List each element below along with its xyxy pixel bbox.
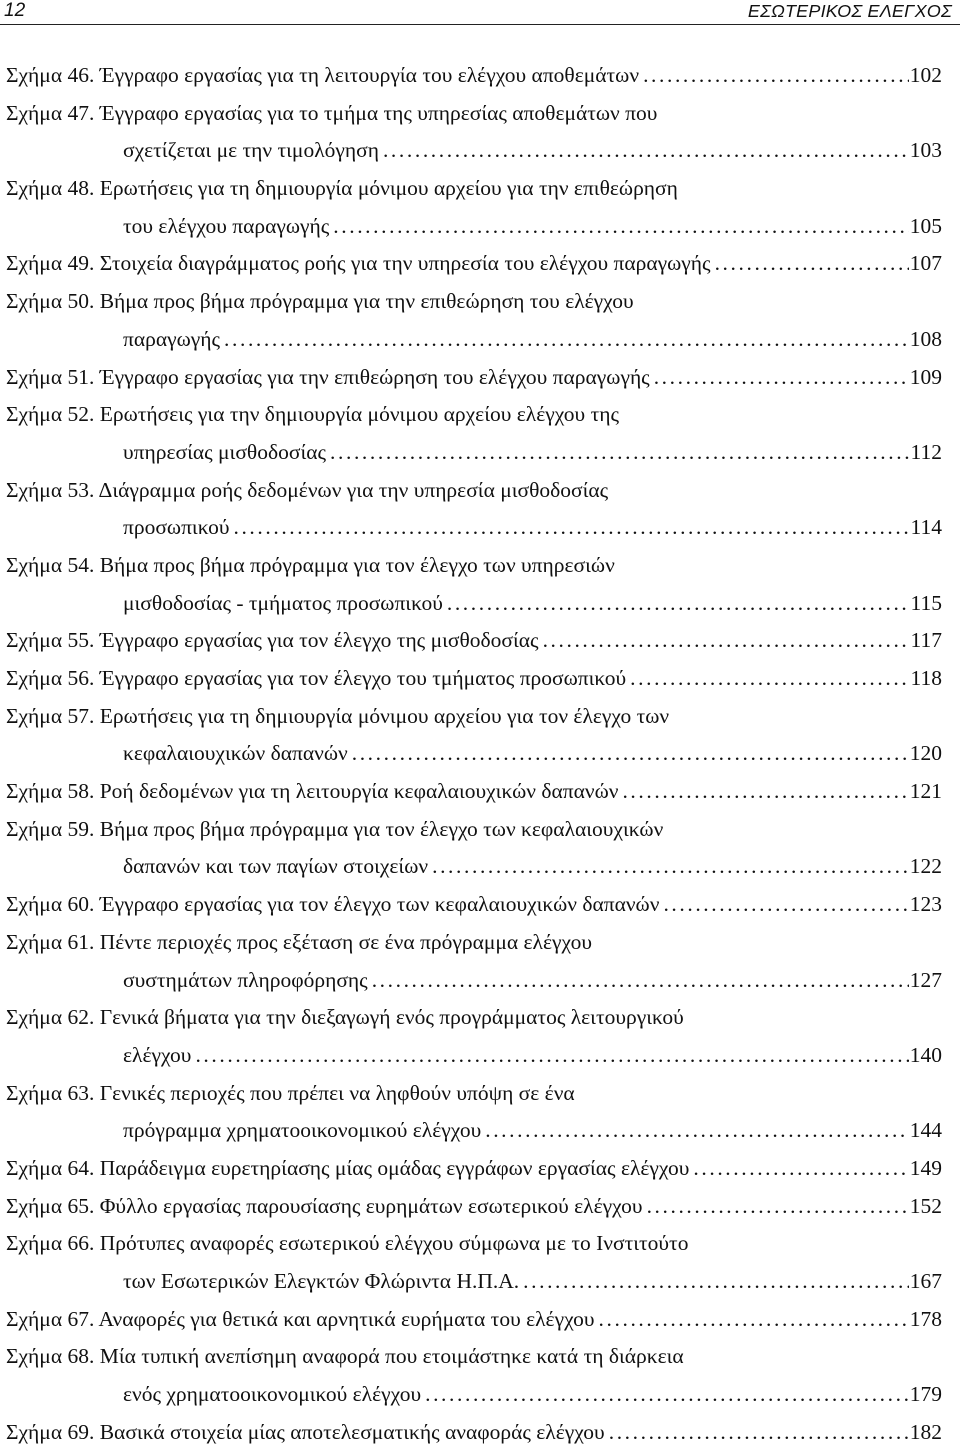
toc-entry[interactable] (6, 1075, 942, 1150)
dot-leader (368, 962, 909, 1000)
entry-line-body (6, 1301, 909, 1339)
figure-caption: Έγγραφο εργασίας για την επιθεώρηση του ελέγχου παραγωγής (99, 364, 650, 389)
dot-leader (519, 1263, 909, 1301)
entry-text (123, 509, 229, 547)
entry-line-body (6, 396, 942, 434)
entry-first-line (6, 1075, 942, 1113)
entry-continuation-line (6, 1037, 942, 1075)
dot-leader (618, 773, 908, 811)
dot-leader (348, 735, 909, 773)
figure-label: Σχήμα 60. (6, 892, 95, 917)
toc-entry[interactable] (6, 359, 942, 397)
figure-label: Σχήμα 64. (6, 1155, 95, 1180)
entry-line-body (123, 1263, 909, 1301)
entry-continuation-line (6, 321, 942, 359)
dot-leader (191, 1037, 908, 1075)
figure-caption: Βήμα προς βήμα πρόγραμμα για τον έλεγχο των υπηρεσιών (99, 552, 615, 577)
toc-entry[interactable] (6, 245, 942, 283)
entry-line-body (6, 1150, 909, 1188)
entry-first-line (6, 1338, 942, 1376)
figure-label: Σχήμα 68. (6, 1344, 95, 1369)
entry-text (6, 886, 659, 924)
page-ref[interactable]: 109 (909, 364, 942, 389)
toc-entry[interactable] (6, 924, 942, 999)
entry-line-body (123, 848, 909, 886)
entry-line-body (6, 1414, 909, 1451)
entry-line-body (6, 1338, 942, 1376)
dot-leader (481, 1112, 909, 1150)
entry-first-line (6, 170, 942, 208)
toc-entry[interactable] (6, 1188, 942, 1226)
entry-first-line (6, 1414, 942, 1451)
figure-caption: Ροή δεδομένων για τη λειτουργία κεφαλαιουχικών δαπανών (99, 779, 619, 804)
entry-text (123, 208, 329, 246)
figure-caption: Βήμα προς βήμα πρόγραμμα για την επιθεώρηση του ελέγχου (99, 289, 634, 314)
entry-first-line (6, 1150, 942, 1188)
entry-text (6, 924, 592, 962)
entry-line-body (123, 321, 909, 359)
figure-caption: Βήμα προς βήμα πρόγραμμα για τον έλεγχο των κεφαλαιουχικών (99, 816, 664, 841)
page-ref[interactable]: 140 (909, 1042, 942, 1067)
entry-continuation-line (6, 848, 942, 886)
page-ref[interactable]: 152 (909, 1193, 942, 1218)
entry-line-body (6, 57, 909, 95)
toc-entry[interactable] (6, 547, 942, 622)
entry-line-body (6, 1188, 909, 1226)
figure-caption: Έγγραφο εργασίας για το τμήμα της υπηρεσίας αποθεμάτων που (99, 100, 658, 125)
entry-continuation-line (6, 1263, 942, 1301)
entry-first-line (6, 396, 942, 434)
dot-leader (595, 1301, 909, 1339)
figure-label: Σχήμα 47. (6, 100, 95, 125)
figure-caption: Έγγραφο εργασίας για τον έλεγχο των κεφαλαιουχικών δαπανών (99, 892, 660, 917)
entry-text (6, 396, 619, 434)
entry-line-body (6, 811, 942, 849)
entry-text (123, 1263, 519, 1301)
entry-line-body (123, 1112, 909, 1150)
page-ref[interactable]: 149 (909, 1155, 942, 1180)
figure-caption: Φύλλο εργασίας παρουσίασης ευρημάτων εσωτερικού ελέγχου (99, 1193, 643, 1218)
figure-caption: Μία τυπική ανεπίσημη αναφορά που ετοιμάστηκε κατά τη διάρκεια (99, 1344, 684, 1369)
dot-leader (421, 1376, 909, 1414)
page-ref[interactable]: 108 (909, 326, 942, 351)
figure-caption: των Εσωτερικών Ελεγκτών Φλώριντα Η.Π.Α. (123, 1269, 520, 1293)
toc-entry[interactable] (6, 886, 942, 924)
toc-entry[interactable] (6, 170, 942, 245)
entry-continuation-line (6, 735, 942, 773)
figure-caption: Στοιχεία διαγράμματος ροής για την υπηρεσία του ελέγχου παραγωγής (99, 251, 711, 276)
entry-first-line (6, 811, 942, 849)
toc-entry[interactable] (6, 999, 942, 1074)
figure-label: Σχήμα 56. (6, 666, 95, 690)
figure-caption: συστημάτων πληροφόρησης (123, 967, 368, 992)
entry-text (6, 547, 615, 585)
entry-first-line (6, 660, 942, 698)
entry-text (6, 1188, 643, 1226)
entry-line-body (6, 170, 942, 208)
entry-continuation-line (6, 132, 942, 170)
figure-label: Σχήμα 46. (6, 63, 95, 87)
figure-caption: δαπανών και των παγίων στοιχείων (123, 854, 429, 879)
entry-text (6, 170, 678, 208)
toc-entry[interactable] (6, 1414, 942, 1451)
entry-line-body (123, 735, 909, 773)
dot-leader (711, 245, 909, 283)
page-ref[interactable]: 103 (909, 138, 942, 163)
entry-continuation-line (6, 208, 942, 246)
toc-entry[interactable] (6, 57, 942, 95)
page-ref[interactable]: 167 (909, 1269, 942, 1293)
page-ref[interactable]: 178 (909, 1306, 942, 1331)
entry-text (123, 1112, 481, 1150)
entry-line-body (6, 999, 942, 1037)
page-ref[interactable]: 179 (909, 1382, 942, 1407)
figure-caption: Έγγραφο εργασίας για τον έλεγχο της μισθοδοσίας (99, 628, 539, 653)
figure-label: Σχήμα 67. (6, 1306, 95, 1331)
dot-leader (689, 1150, 908, 1188)
entry-line-body (6, 773, 909, 811)
entry-line-body (6, 1075, 942, 1113)
entry-line-body (123, 132, 909, 170)
figure-caption: Παράδειγμα ευρετηρίασης μίας ομάδας εγγράφων εργασίας ελέγχου (99, 1155, 690, 1180)
page-ref[interactable]: 105 (909, 213, 942, 238)
entry-text (6, 359, 650, 397)
page-ref[interactable]: 122 (909, 854, 942, 879)
entry-text (6, 811, 663, 849)
list-of-figures (6, 57, 942, 1451)
entry-first-line (6, 999, 942, 1037)
page-ref[interactable]: 107 (909, 251, 942, 276)
dot-leader (539, 622, 910, 660)
figure-caption: κεφαλαιουχικών δαπανών (123, 741, 348, 766)
figure-caption: παραγωγής (123, 326, 221, 351)
entry-text (123, 848, 428, 886)
toc-entry[interactable] (6, 811, 942, 886)
entry-text (6, 1301, 595, 1339)
entry-text (6, 660, 626, 698)
entry-text (6, 622, 539, 660)
figure-label: Σχήμα 48. (6, 176, 95, 201)
figure-caption: Έγγραφο εργασίας για τη λειτουργία του ελέγχου αποθεμάτων (99, 63, 640, 87)
entry-text (6, 698, 669, 736)
entry-text (123, 962, 368, 1000)
figure-caption: Βασικά στοιχεία μίας αποτελεσματικής αναφοράς ελέγχου (99, 1419, 605, 1444)
toc-entry[interactable] (6, 698, 942, 773)
entry-first-line (6, 57, 942, 95)
entry-first-line (6, 547, 942, 585)
figure-caption: Πρότυπες αναφορές εσωτερικού ελέγχου σύμφωνα με το Ινστιτούτο (99, 1231, 689, 1256)
dot-leader (443, 585, 910, 623)
dot-leader (329, 208, 908, 246)
dot-leader (379, 132, 909, 170)
figure-caption: Ερωτήσεις για τη δημιουργία μόνιμου αρχείου για την επιθεώρηση (99, 176, 678, 201)
toc-entry[interactable] (6, 396, 942, 471)
entry-first-line (6, 95, 942, 133)
page-ref[interactable]: 115 (910, 590, 942, 615)
entry-text (6, 472, 608, 510)
toc-entry[interactable] (6, 95, 942, 170)
figure-label: Σχήμα 65. (6, 1193, 95, 1218)
entry-first-line (6, 245, 942, 283)
entry-first-line (6, 1225, 942, 1263)
figure-label: Σχήμα 61. (6, 929, 95, 954)
page-ref[interactable]: 117 (910, 628, 942, 653)
entry-text (123, 1037, 191, 1075)
page-ref[interactable]: 127 (909, 967, 942, 992)
entry-first-line (6, 283, 942, 321)
dot-leader (626, 660, 909, 698)
entry-continuation-line (6, 1376, 942, 1414)
figure-label: Σχήμα 50. (6, 289, 95, 314)
entry-text (123, 585, 443, 623)
header-rule (0, 24, 960, 25)
entry-continuation-line (6, 962, 942, 1000)
entry-line-body (6, 698, 942, 736)
dot-leader (220, 321, 909, 359)
entry-text (6, 1338, 684, 1376)
entry-line-body (6, 95, 942, 133)
entry-line-body (6, 283, 942, 321)
entry-line-body (6, 886, 909, 924)
figure-caption: μισθοδοσίας - τμήματος προσωπικού (123, 590, 443, 615)
figure-caption: Πέντε περιοχές προς εξέταση σε ένα πρόγραμμα ελέγχου (99, 929, 592, 954)
toc-entry[interactable] (6, 660, 942, 698)
running-title: ΕΣΩΤΕΡΙΚΟΣ ΕΛΕΓΧΟΣ (747, 1, 952, 21)
figure-label: Σχήμα 57. (6, 703, 95, 728)
entry-text (6, 1150, 689, 1188)
entry-line-body (123, 434, 910, 472)
figure-label: Σχήμα 63. (6, 1080, 95, 1105)
figure-label: Σχήμα 69. (6, 1419, 95, 1444)
toc-entry[interactable] (6, 622, 942, 660)
figure-caption: Αναφορές για θετικά και αρνητικά ευρήματα του ελέγχου (98, 1306, 595, 1331)
figure-caption: σχετίζεται με την τιμολόγηση (123, 138, 379, 163)
entry-text (123, 321, 220, 359)
entry-continuation-line (6, 509, 942, 547)
entry-text (6, 1075, 575, 1113)
page-ref[interactable]: 120 (909, 741, 942, 766)
figure-caption: Έγγραφο εργασίας για τον έλεγχο του τμήματος προσωπικού (99, 666, 627, 690)
entry-text (6, 1225, 688, 1263)
entry-text (6, 999, 684, 1037)
entry-line-body (123, 962, 909, 1000)
entry-line-body (6, 660, 910, 698)
entry-first-line (6, 924, 942, 962)
figure-caption: υπηρεσίας μισθοδοσίας (123, 439, 327, 464)
figure-caption: Ερωτήσεις για τη δημιουργία μόνιμου αρχείου για τον έλεγχο των (99, 703, 670, 728)
dot-leader (659, 886, 908, 924)
dot-leader (643, 1188, 909, 1226)
entry-first-line (6, 622, 942, 660)
figure-caption: ενός χρηματοοικονομικού ελέγχου (123, 1382, 422, 1407)
entry-first-line (6, 472, 942, 510)
entry-first-line (6, 773, 942, 811)
entry-text (123, 735, 348, 773)
figure-label: Σχήμα 53. (6, 477, 95, 502)
entry-text (6, 245, 711, 283)
figure-label: Σχήμα 59. (6, 816, 95, 841)
page-header (0, 0, 960, 26)
dot-leader (639, 57, 909, 95)
dot-leader (605, 1414, 909, 1451)
entry-text (6, 283, 634, 321)
entry-continuation-line (6, 434, 942, 472)
page-ref[interactable]: 121 (909, 779, 942, 804)
entry-line-body (6, 245, 909, 283)
page-ref[interactable]: 102 (909, 63, 942, 87)
figure-label: Σχήμα 49. (6, 251, 95, 276)
figure-label: Σχήμα 51. (6, 364, 95, 389)
entry-line-body (6, 472, 942, 510)
entry-text (123, 132, 379, 170)
entry-line-body (6, 547, 942, 585)
entry-first-line (6, 1188, 942, 1226)
toc-entry[interactable] (6, 283, 942, 358)
entry-continuation-line (6, 585, 942, 623)
entry-first-line (6, 359, 942, 397)
figure-label: Σχήμα 55. (6, 628, 95, 653)
figure-label: Σχήμα 66. (6, 1231, 95, 1256)
entry-line-body (123, 1037, 909, 1075)
page-ref[interactable]: 118 (910, 666, 942, 690)
entry-text (6, 95, 657, 133)
entry-line-body (123, 1376, 909, 1414)
entry-line-body (6, 1225, 942, 1263)
entry-text (123, 434, 326, 472)
figure-caption: Διάγραμμα ροής δεδομένων για την υπηρεσία μισθοδοσίας (98, 477, 609, 502)
dot-leader (428, 848, 909, 886)
figure-label: Σχήμα 58. (6, 779, 95, 804)
page-ref[interactable]: 123 (909, 892, 942, 917)
toc-entry[interactable] (6, 1225, 942, 1300)
entry-line-body (123, 509, 910, 547)
entry-line-body (6, 924, 942, 962)
figure-label: Σχήμα 54. (6, 552, 95, 577)
entry-line-body (6, 622, 910, 660)
entry-line-body (123, 208, 909, 246)
dot-leader (229, 509, 909, 547)
figure-caption: Γενικά βήματα για την διεξαγωγή ενός προγράμματος λειτουργικού (99, 1005, 684, 1030)
figure-caption: Γενικές περιοχές που πρέπει να ληφθούν υπόψη σε ένα (99, 1080, 575, 1105)
entry-text (6, 773, 618, 811)
toc-entry[interactable] (6, 773, 942, 811)
entry-text (123, 1376, 421, 1414)
dot-leader (326, 434, 910, 472)
figure-caption: ελέγχου (123, 1042, 192, 1067)
toc-entry[interactable] (6, 1301, 942, 1339)
entry-text (6, 1414, 605, 1451)
entry-first-line (6, 886, 942, 924)
figure-label: Σχήμα 52. (6, 402, 95, 427)
entry-first-line (6, 698, 942, 736)
entry-text (6, 57, 639, 95)
entry-line-body (6, 359, 909, 397)
dot-leader (650, 359, 909, 397)
page-ref[interactable]: 114 (910, 515, 942, 540)
figure-caption: του ελέγχου παραγωγής (123, 213, 330, 238)
figure-caption: προσωπικού (123, 515, 230, 540)
figure-caption: Ερωτήσεις για την δημιουργία μόνιμου αρχείου ελέγχου της (99, 402, 619, 427)
page-ref[interactable]: 144 (909, 1118, 942, 1143)
figure-caption: πρόγραμμα χρηματοοικονομικού ελέγχου (123, 1118, 482, 1143)
entry-line-body (123, 585, 910, 623)
toc-entry[interactable] (6, 1338, 942, 1413)
toc-entry[interactable] (6, 1150, 942, 1188)
figure-label: Σχήμα 62. (6, 1005, 95, 1030)
entry-first-line (6, 1301, 942, 1339)
page-ref[interactable]: 182 (909, 1419, 942, 1444)
toc-entry[interactable] (6, 472, 942, 547)
page-ref[interactable]: 112 (910, 439, 942, 464)
page-number: 12 (4, 0, 26, 21)
entry-continuation-line (6, 1112, 942, 1150)
